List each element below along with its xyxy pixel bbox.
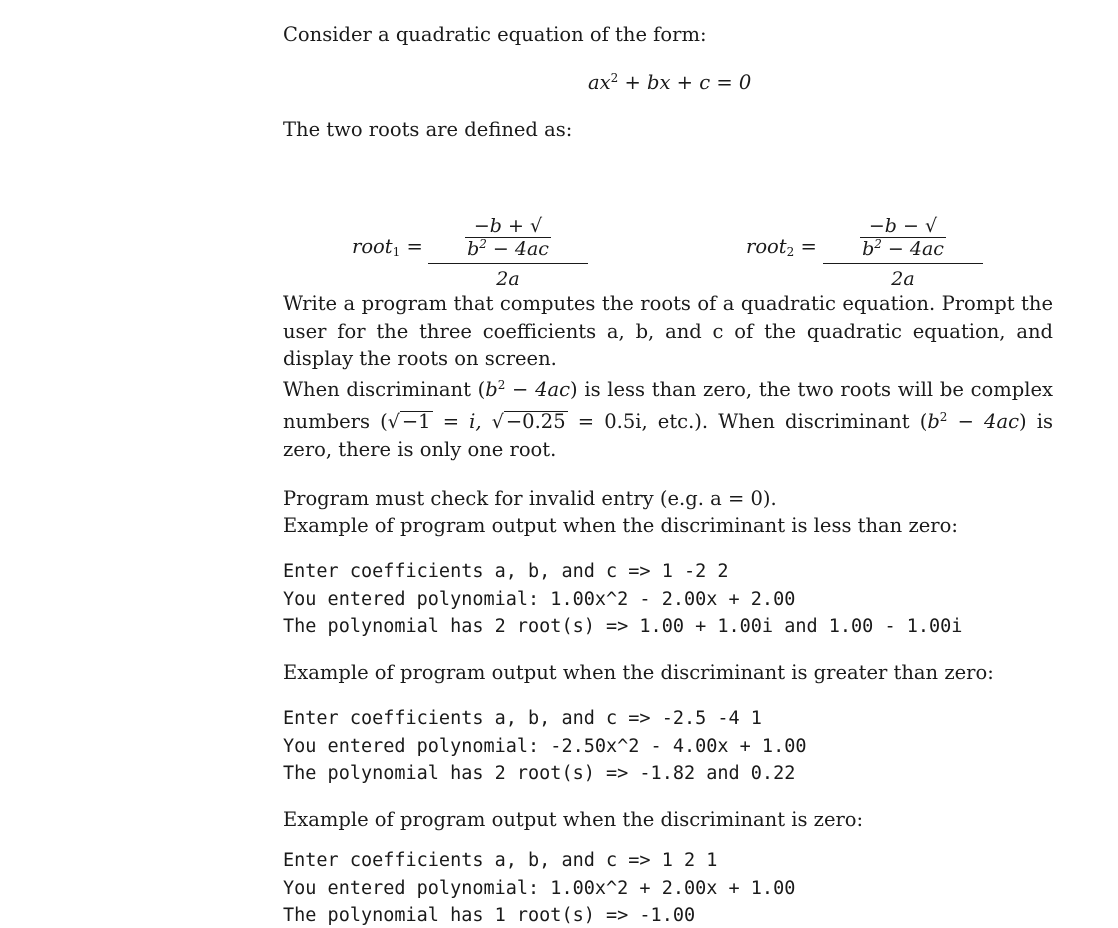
root2-numerator: $-b - √b^2 - 4ac$ bbox=[823, 215, 983, 264]
example1-heading: Example of program output when the discriminant is less than zero: bbox=[283, 514, 958, 537]
invalid-entry-note: Program must check for invalid entry (e.g. a = 0). bbox=[283, 487, 777, 510]
example2-heading: Example of program output when the discriminant is greater than zero: bbox=[283, 661, 994, 684]
sqrt-neg-one: −1 bbox=[401, 409, 431, 433]
root1-equals: = bbox=[400, 235, 423, 258]
root2-fraction bbox=[823, 215, 983, 290]
root2-label bbox=[746, 235, 817, 259]
example3-line-3: The polynomial has 1 root(s) => -1.00 bbox=[283, 905, 696, 926]
root1-numerator: $-b + √b^2 - 4ac$ bbox=[428, 215, 588, 264]
root2-equals: = bbox=[794, 235, 817, 258]
equation-exponent: 2 bbox=[610, 71, 619, 85]
example2-line-2: You entered polynomial: -2.50x^2 - 4.00x + 1.00 bbox=[283, 736, 807, 757]
root1-label bbox=[352, 235, 423, 259]
root1-name: root bbox=[352, 235, 393, 258]
task-paragraph-1: Write a program that computes the roots of a quadratic equation. Prompt the user for the three coefficients a, b, and c of the quadratic equation, and display the roots on screen. bbox=[283, 292, 1053, 370]
equation-ax: ax bbox=[588, 71, 611, 94]
example3-heading: Example of program output when the discriminant is zero: bbox=[283, 808, 864, 831]
example3-line-2: You entered polynomial: 1.00x^2 + 2.00x + 1.00 bbox=[283, 878, 796, 899]
root1-denominator: 2a bbox=[496, 268, 520, 290]
root1-radicand: $b^2 - 4ac$ bbox=[467, 237, 549, 260]
example1-line-1: Enter coefficients a, b, and c => 1 -2 2 bbox=[283, 561, 729, 582]
root2-subscript: 2 bbox=[786, 245, 795, 259]
example1-line-3: The polynomial has 2 root(s) => 1.00 + 1.00i and 1.00 - 1.00i bbox=[283, 616, 963, 637]
sqrt-neg-quarter: −0.25 bbox=[505, 409, 566, 433]
example2-line-1: Enter coefficients a, b, and c => -2.5 -4 1 bbox=[283, 708, 762, 729]
quadratic-equation bbox=[588, 71, 751, 94]
roots-intro-text: The two roots are defined as: bbox=[283, 118, 573, 141]
root1-fraction bbox=[428, 215, 588, 290]
task-paragraph-2: When discriminant $(b^2 - 4ac)$ is less than zero, the two roots will be complex numbers (√ −1 = i, √ −0.25 = 0.5i, etc.). When discriminant $(b^2 - 4ac)$ is zero, there is only one root. bbox=[283, 378, 1053, 461]
root2-denominator: 2a bbox=[891, 268, 915, 290]
root1-subscript: 1 bbox=[392, 245, 401, 259]
example2-line-3: The polynomial has 2 root(s) => -1.82 and 0.22 bbox=[283, 763, 796, 784]
equation-rest: + bx + c = 0 bbox=[618, 71, 752, 94]
example3-line-1: Enter coefficients a, b, and c => 1 2 1 bbox=[283, 850, 718, 871]
root2-name: root bbox=[746, 235, 787, 258]
root2-radicand: $b^2 - 4ac$ bbox=[862, 237, 944, 260]
example1-line-2: You entered polynomial: 1.00x^2 - 2.00x + 2.00 bbox=[283, 589, 796, 610]
intro-text: Consider a quadratic equation of the form: bbox=[283, 23, 707, 46]
